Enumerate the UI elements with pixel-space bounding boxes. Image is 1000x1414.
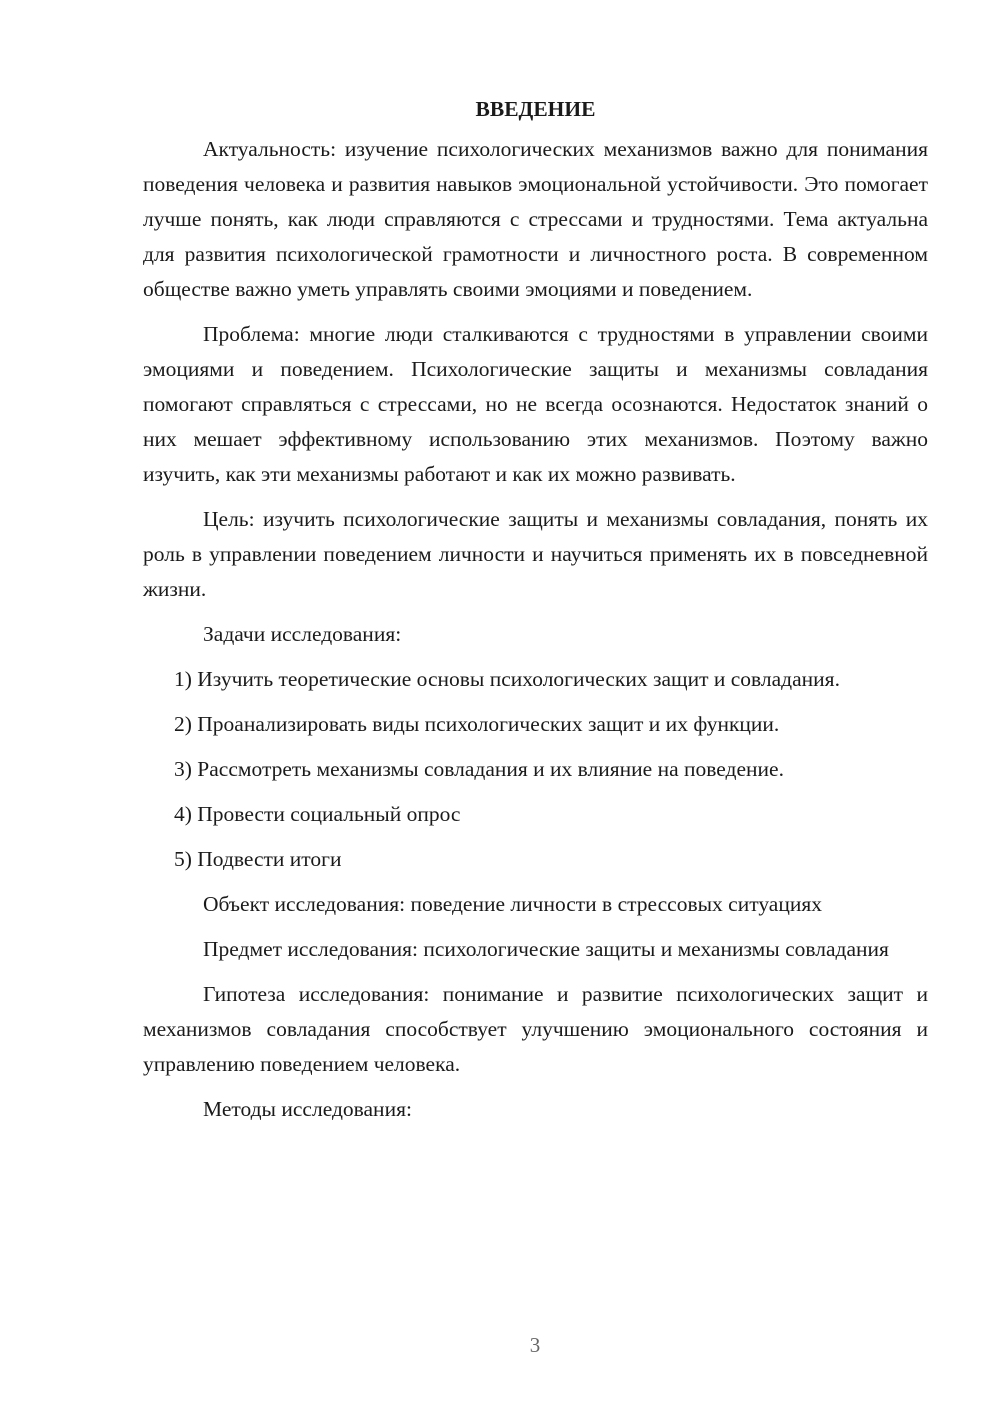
page-title: ВВЕДЕНИЕ	[475, 97, 596, 121]
document-page	[143, 92, 928, 1137]
paragraph-goal: Цель: изучить психологические защиты и механизмы совладания, понять их роль в управлении поведением личности и научиться применять их в повседневной жизни.	[143, 507, 928, 601]
task-item-1: 1) Изучить теоретические основы психологических защит и совладания.	[174, 667, 840, 691]
paragraph-hypothesis: Гипотеза исследования: понимание и развитие психологических защит и механизмов совладания способствует улучшению эмоционального состояния и управлению поведением человека.	[143, 982, 928, 1076]
paragraph-subject: Предмет исследования: психологические защиты и механизмы совладания	[203, 937, 889, 961]
paragraph-problem: Проблема: многие люди сталкиваются с трудностями в управлении своими эмоциями и поведением. Психологические защиты и механизмы совладания помогают справляться с стрессами, но не всегда осознаются. Недостаток знаний о них мешает эффективному использованию этих механизмов. Поэтому важно изучить, как эти механизмы работают и как их можно развивать.	[143, 322, 928, 486]
task-item-3: 3) Рассмотреть механизмы совладания и их влияние на поведение.	[174, 757, 784, 781]
paragraph-relevance: Актуальность: изучение психологических механизмов важно для понимания поведения человека и развития навыков эмоциональной устойчивости. Это помогает лучше понять, как люди справляются с стрессами и трудностями. Тема актуальна для развития психологической грамотности и личностного роста. В современном обществе важно уметь управлять своими эмоциями и поведением.	[143, 137, 928, 301]
tasks-heading: Задачи исследования:	[203, 622, 402, 646]
methods-heading: Методы исследования:	[203, 1097, 412, 1121]
task-item-5: 5) Подвести итоги	[174, 847, 342, 871]
page-number: 3	[529, 1333, 541, 1357]
task-item-2: 2) Проанализировать виды психологических защит и их функции.	[174, 712, 780, 736]
task-item-4: 4) Провести социальный опрос	[174, 802, 461, 826]
paragraph-object: Объект исследования: поведение личности в стрессовых ситуациях	[203, 892, 822, 916]
